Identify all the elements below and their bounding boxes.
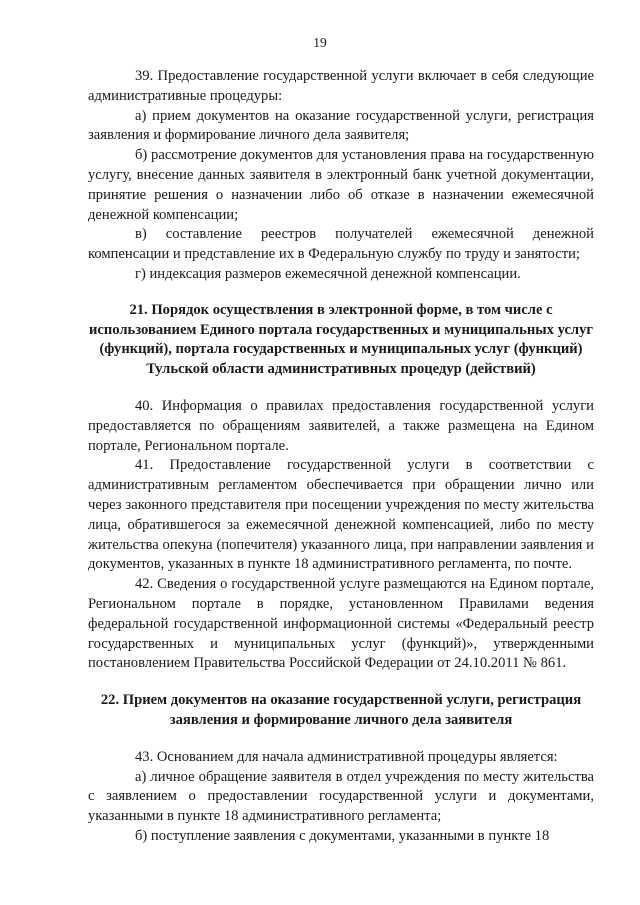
section-heading-21: 21. Порядок осуществления в электронной форме, в том числе с использованием Единого портала государственных и муниципальных услуг (функций), портала государственных и муниципальных услуг (функций) Тульской области административных процедур (действий) xyxy=(88,301,594,378)
paragraph-40: 40. Информация о правилах предоставления государственной услуги предоставляется по обращениям заявителей, а также размещена на Едином портале, Региональном портале. xyxy=(88,397,594,454)
paragraph-39-a: а) прием документов на оказание государственной услуги, регистрация заявления и формирование личного дела заявителя; xyxy=(88,107,594,144)
page-content xyxy=(88,67,594,847)
paragraph-43-b: б) поступление заявления с документами, указанными в пункте 18 xyxy=(135,827,550,844)
paragraph-39-g: г) индексация размеров ежемесячной денежной компенсации. xyxy=(135,265,521,282)
paragraph-43: 43. Основанием для начала административной процедуры является: xyxy=(135,748,558,765)
page-number: 19 xyxy=(313,35,327,50)
paragraph-43-a: а) личное обращение заявителя в отдел учреждения по месту жительства с заявлением о предоставлении государственной услуги и документами, указанными в пункте 18 административного регламента; xyxy=(88,768,594,825)
paragraph-39-v: в) составление реестров получателей ежемесячной денежной компенсации и представление их в Федеральную службу по труду и занятости; xyxy=(88,226,594,263)
paragraph-41: 41. Предоставление государственной услуги в соответствии с административным регламентом обеспечивается при обращении лично или через законного представителя при посещении учреждения по месту жительства лица, обратившегося за ежемесячной денежной компенсацией, либо по месту жительства опекуна (попечителя) указанного лица, при направлении заявления и документов, указанных в пункте 18 административного регламента, по почте. xyxy=(88,457,594,573)
paragraph-42: 42. Сведения о государственной услуге размещаются на Едином портале, Региональном портале в порядке, установленном Правилами ведения федеральной государственной информационной системы «Федеральный реестр государственных и муниципальных услуг (функций)», утвержденными постановлением Правительства Российской Федерации от 24.10.2011 № 861. xyxy=(88,576,594,672)
section-heading-22: 22. Прием документов на оказание государственной услуги, регистрация заявления и формирование личного дела заявителя xyxy=(100,692,582,728)
paragraph-39: 39. Предоставление государственной услуги включает в себя следующие административные процедуры: xyxy=(88,68,594,104)
paragraph-39-b: б) рассмотрение документов для установления права на государственную услугу, внесение данных заявителя в электронный банк учетной документации, принятие решения о назначении либо об отказе в назначении ежемесячной денежной компенсации; xyxy=(88,147,594,223)
